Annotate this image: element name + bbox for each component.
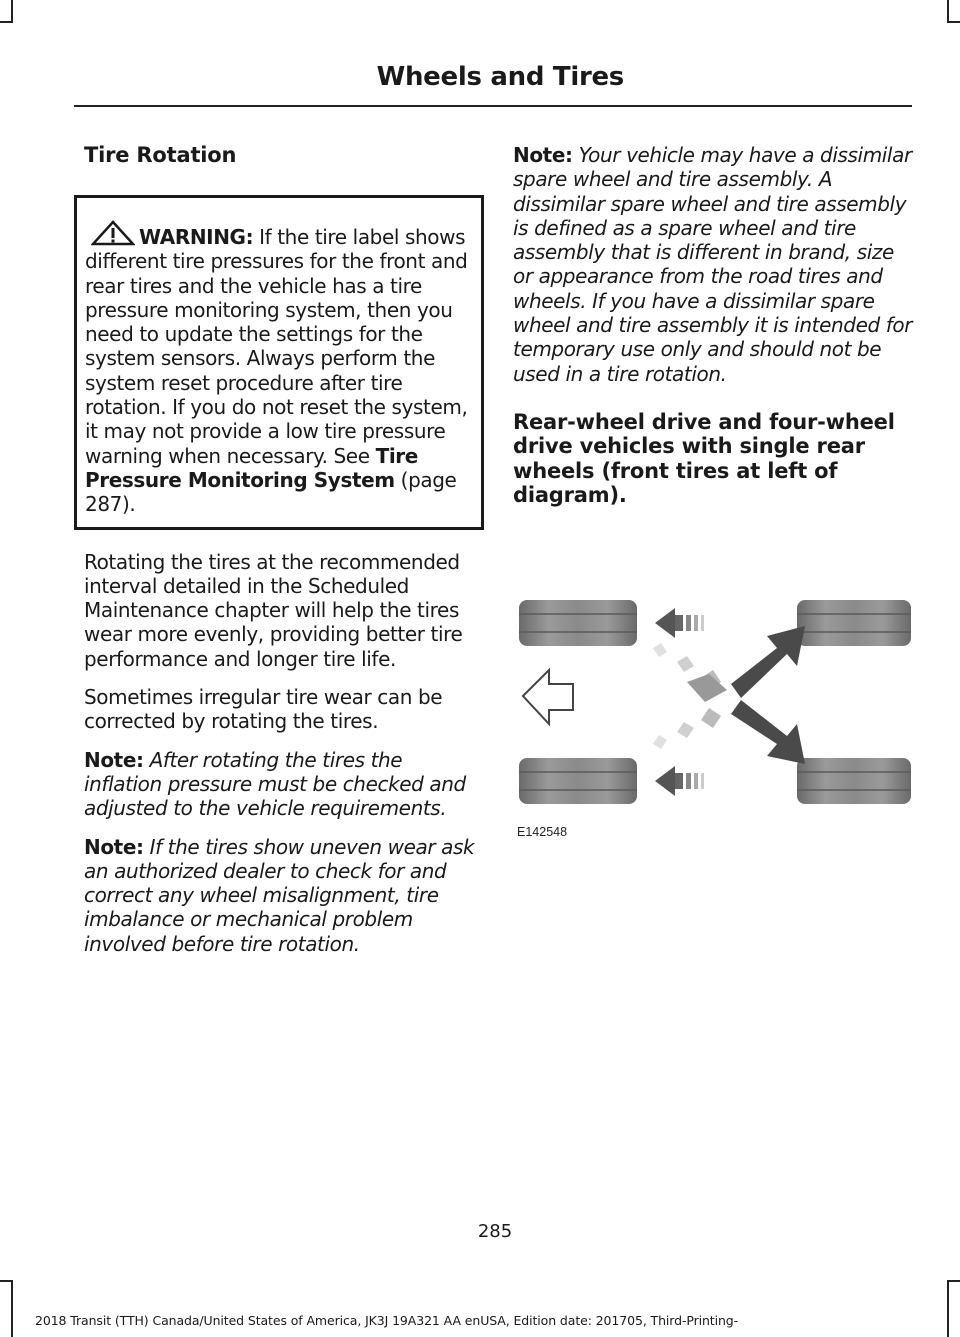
header-rule — [74, 105, 912, 107]
warning-label: WARNING: — [139, 225, 254, 249]
note-label: Note: — [513, 143, 573, 167]
note-uneven-wear — [84, 835, 484, 956]
page-header-title: Wheels and Tires — [376, 62, 624, 92]
note-dissimilar-spare — [513, 143, 913, 386]
crossover-dash-center-icon — [687, 674, 727, 702]
footer-edition-info: 2018 Transit (TTH) Canada/United States of America, JK3J 19A321 AA enUSA, Edition date: 201705, Third-Printing- — [35, 1313, 739, 1328]
tire-rear-right — [797, 758, 911, 804]
rotation-pattern-heading: Rear-wheel drive and four-wheel drive vehicles with single rear wheels (front tires at left of diagram). — [513, 409, 895, 507]
note-text: After rotating the tires the inflation pressure must be checked and adjusted to the vehicle requirements. — [84, 747, 466, 821]
tire-front-left — [519, 600, 637, 646]
crop-mark — [947, 1280, 949, 1337]
rotation-paragraph: Rotating the tires at the recommended interval detailed in the Scheduled Maintenance chapter will help the tires wear more evenly, providing better tire performance and longer tire life. — [84, 549, 463, 671]
page-reference: (page 287). — [85, 467, 457, 517]
tire-rotation-diagram — [513, 590, 913, 842]
right-column — [513, 143, 913, 507]
page-number: 285 — [477, 1221, 513, 1242]
rear-to-front-arrow-bottom-icon — [655, 766, 704, 796]
tire-front-right — [519, 758, 637, 804]
note-text: If the tires show uneven wear ask an authorized dealer to check for and correct any wheel misalignment, tire imbalance or mechanical problem involved before tire rotation. — [84, 834, 475, 956]
crop-mark — [11, 1280, 13, 1337]
tire-rear-left — [797, 600, 911, 646]
note-text: Your vehicle may have a dissimilar spare wheel and tire assembly. A dissimilar spare wheel and tire assembly is defined as a spare wheel and tire assembly that is different in brand, size or appearance from the road tires and wheels. If you have a dissimilar spare wheel and tire assembly it is intended for temporary use only and should not be used in a tire rotation. — [513, 143, 913, 386]
crop-mark — [0, 1280, 13, 1282]
crop-mark — [947, 21, 960, 23]
crossover-arrow-up-icon — [731, 626, 805, 698]
note-label: Note: — [84, 747, 144, 772]
irregular-wear-paragraph: Sometimes irregular tire wear can be corrected by rotating the tires. — [84, 685, 443, 734]
warning-text: If the tire label shows different tire pressures for the front and rear tires and the vehicle has a tire pressure monitoring system, then you need to update the settings for the system sensors. Always perform the system reset procedure after tire rotation. If you do not reset the system, it may not provide a low tire pressure warning when necessary. See — [85, 225, 468, 468]
left-column — [74, 143, 484, 956]
tpms-link[interactable]: Tire Pressure Monitoring System — [85, 443, 418, 492]
figure-code: E142548 — [517, 825, 568, 839]
crop-mark — [947, 1280, 960, 1282]
note-label: Note: — [84, 834, 144, 859]
warning-box — [74, 195, 484, 530]
crop-mark — [11, 0, 13, 22]
crossover-arrow-down-icon — [731, 700, 805, 764]
note-inflation — [84, 748, 484, 821]
crossover-dash-lower-icon — [653, 708, 721, 749]
crop-mark — [0, 21, 13, 23]
warning-triangle-icon — [91, 220, 135, 246]
crop-mark — [947, 0, 949, 22]
section-heading: Tire Rotation — [84, 143, 237, 167]
forward-direction-arrow-icon — [523, 670, 573, 724]
rear-to-front-arrow-top-icon — [655, 608, 704, 638]
